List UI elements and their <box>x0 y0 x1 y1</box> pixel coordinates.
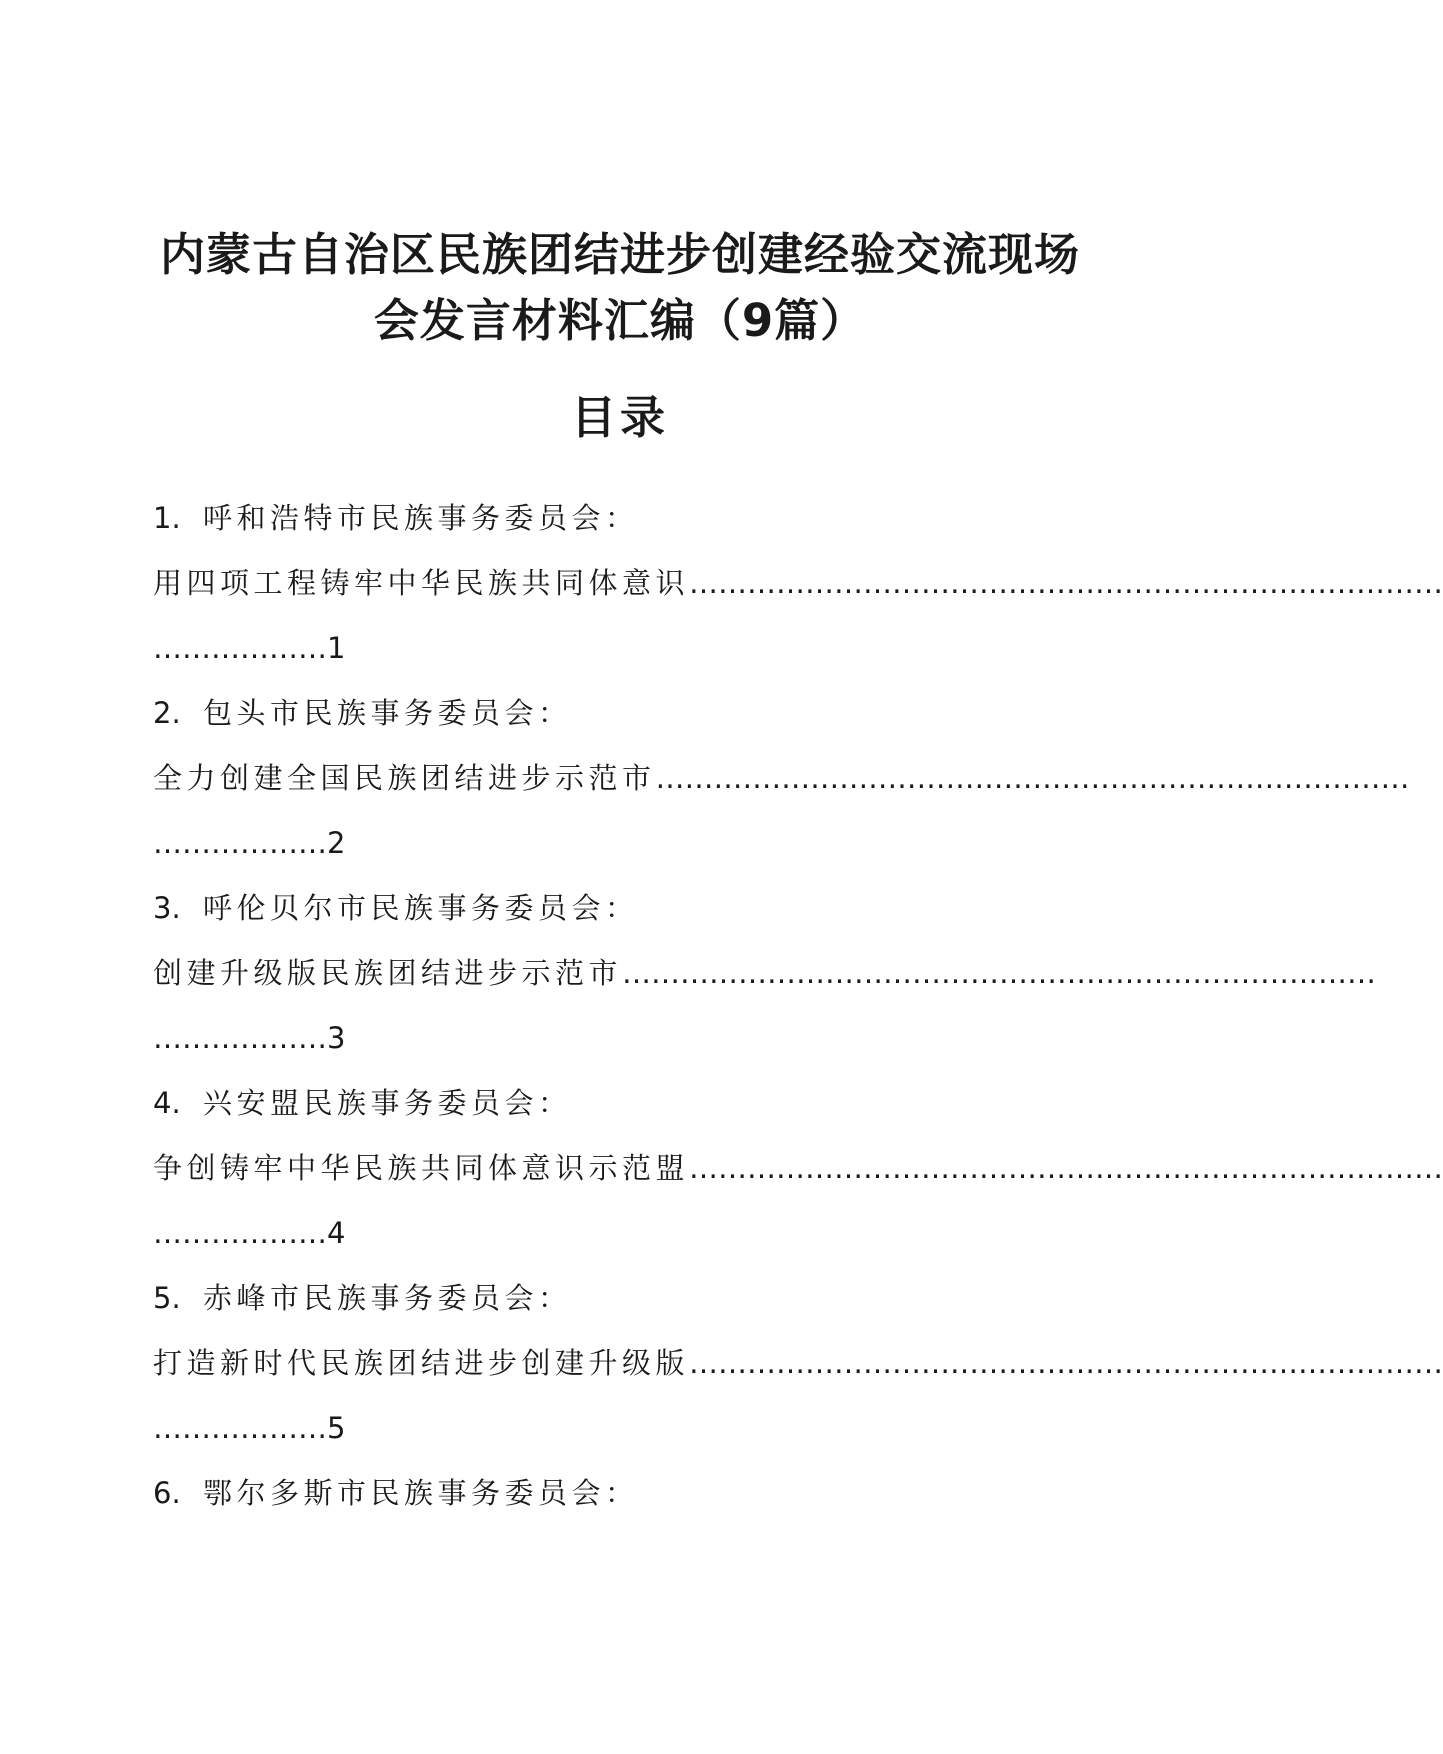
toc-entry-org: 鄂尔多斯市民族事务委员会： <box>203 1476 639 1510</box>
toc-entry-title: 争创铸牢中华民族共同体意识示范盟 <box>153 1151 690 1185</box>
toc-entry-title: 创建升级版民族团结进步示范市 <box>153 956 623 990</box>
toc-entry-number: 3. <box>153 891 181 925</box>
toc-entry-number: 4. <box>153 1086 181 1120</box>
dot-leader: ……………… <box>153 631 327 665</box>
title-line-1: 内蒙古自治区民族团结进步创建经验交流现场 <box>159 228 1080 281</box>
document-title <box>150 222 1090 354</box>
table-of-contents <box>153 486 1443 1526</box>
toc-entry-5-page[interactable] <box>153 1396 1085 1461</box>
toc-entry-3-title[interactable] <box>153 941 1377 1006</box>
page-number: 2 <box>327 826 346 860</box>
dot-leader: …………………………………………………………………… <box>655 761 1410 795</box>
dot-leader: …………………………………………………………………… <box>622 956 1377 990</box>
toc-entry-org: 赤峰市民族事务委员会： <box>203 1281 572 1315</box>
toc-entry-4-title[interactable] <box>153 1136 1443 1201</box>
dot-leader: ……………… <box>153 1411 327 1445</box>
dot-leader: …………………………………………………………………… <box>689 1151 1443 1185</box>
toc-entry-2-title[interactable] <box>153 746 1410 811</box>
toc-entry-org: 呼和浩特市民族事务委员会： <box>203 501 639 535</box>
toc-entry-4-org[interactable] <box>153 1071 1085 1136</box>
toc-entry-4-page[interactable] <box>153 1201 1085 1266</box>
toc-entry-title: 打造新时代民族团结进步创建升级版 <box>153 1346 690 1380</box>
page-number: 3 <box>327 1021 346 1055</box>
page-number: 1 <box>327 631 346 665</box>
toc-entry-3-org[interactable] <box>153 876 1085 941</box>
toc-entry-number: 2. <box>153 696 181 730</box>
toc-entry-number: 5. <box>153 1281 181 1315</box>
dot-leader: ……………… <box>153 826 327 860</box>
dot-leader: …………………………………………………………………… <box>689 566 1443 600</box>
toc-entry-1-org[interactable] <box>153 486 1085 551</box>
toc-entry-title: 全力创建全国民族团结进步示范市 <box>153 761 656 795</box>
toc-entry-org: 包头市民族事务委员会： <box>203 696 572 730</box>
dot-leader: …………………………………………………………………… <box>689 1346 1443 1380</box>
dot-leader: ……………… <box>153 1021 327 1055</box>
toc-entry-6-org[interactable] <box>153 1461 1085 1526</box>
toc-entry-org: 兴安盟民族事务委员会： <box>203 1086 572 1120</box>
page-number: 4 <box>327 1216 346 1250</box>
toc-entry-number: 1. <box>153 501 181 535</box>
dot-leader: ……………… <box>153 1216 327 1250</box>
toc-entry-2-page[interactable] <box>153 811 1085 876</box>
toc-entry-number: 6. <box>153 1476 181 1510</box>
toc-entry-2-org[interactable] <box>153 681 1085 746</box>
page-number: 5 <box>327 1411 346 1445</box>
toc-entry-1-page[interactable] <box>153 616 1085 681</box>
toc-entry-1-title[interactable] <box>153 551 1443 616</box>
toc-entry-org: 呼伦贝尔市民族事务委员会： <box>203 891 639 925</box>
toc-entry-5-title[interactable] <box>153 1331 1443 1396</box>
toc-entry-5-org[interactable] <box>153 1266 1085 1331</box>
toc-entry-3-page[interactable] <box>153 1006 1085 1071</box>
toc-heading: 目录 <box>570 391 669 444</box>
title-line-2: 会发言材料汇编（9篇） <box>373 294 867 347</box>
toc-entry-title: 用四项工程铸牢中华民族共同体意识 <box>153 566 690 600</box>
